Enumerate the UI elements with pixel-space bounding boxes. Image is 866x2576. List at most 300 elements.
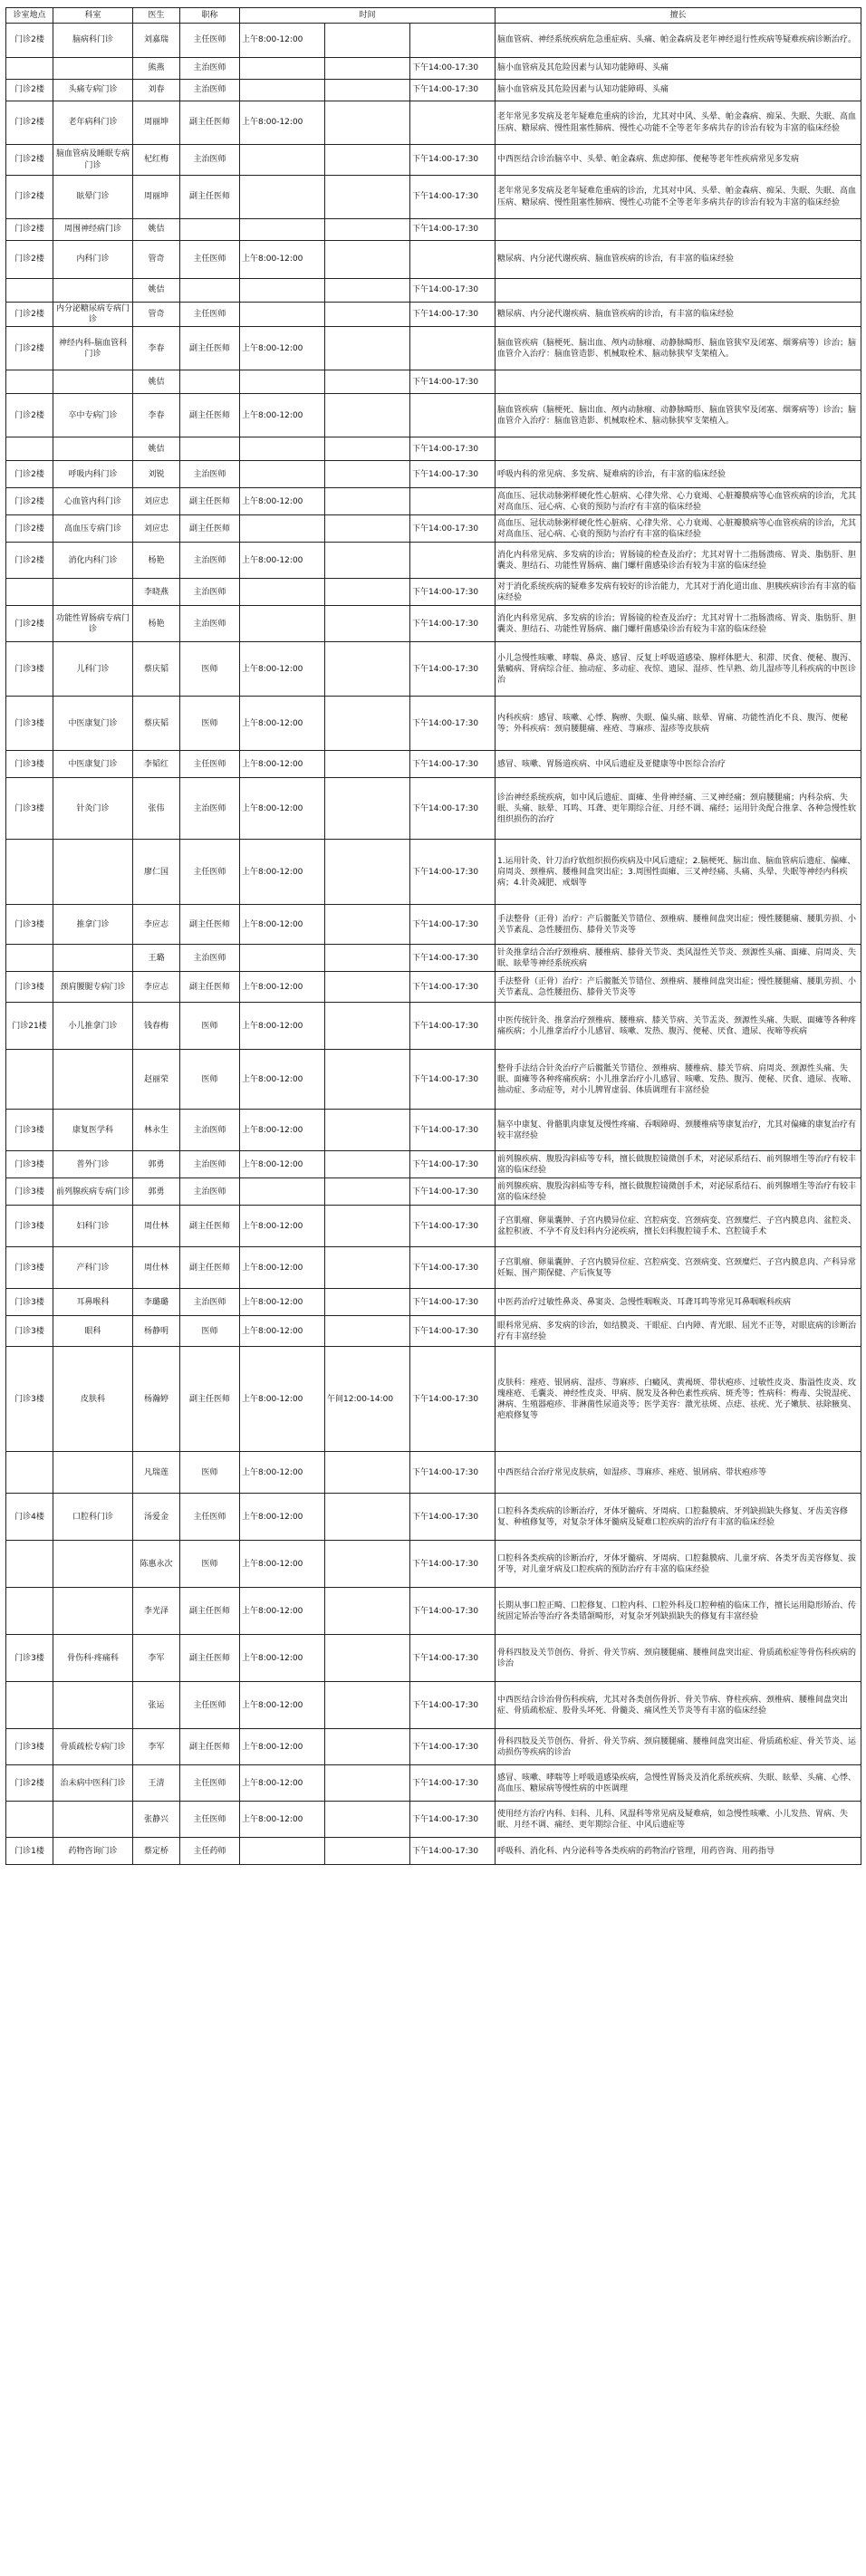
doctor-cell: 管奇 <box>133 241 180 279</box>
noon-time-cell <box>325 461 410 488</box>
doctor-cell: 刘嘉瑞 <box>133 24 180 58</box>
morning-time-cell: 上午8:00-12:00 <box>240 840 325 905</box>
header-time: 时间 <box>240 8 496 24</box>
noon-time-cell <box>325 1050 410 1110</box>
table-row <box>6 642 861 697</box>
specialty-cell: 皮肤科：痤疮、银屑病、湿疹、荨麻疹、白癜风、黄褐斑、带状疱疹、过敏性皮炎、脂溢性皮炎、玫瑰痤疮、毛囊炎、神经性皮炎、甲病、脱发及各种色素性疾病、斑秃等；性病科：梅毒、尖锐湿疣、淋病、生殖器疱疹、非淋菌性尿道炎等；医学美容：激光祛斑、点痣、祛疣、光子嫩肤、祛除腋臭、疤痕修复等 <box>496 1347 861 1452</box>
morning-time-cell: 上午8:00-12:00 <box>240 1729 325 1765</box>
noon-time-cell <box>325 1110 410 1151</box>
morning-time-cell: 上午8:00-12:00 <box>240 1765 325 1802</box>
afternoon-time-cell: 下午14:00-17:30 <box>410 905 496 945</box>
afternoon-time-cell: 下午14:00-17:30 <box>410 606 496 642</box>
title-cell: 主任医师 <box>180 751 240 778</box>
noon-time-cell <box>325 303 410 327</box>
noon-time-cell <box>325 642 410 697</box>
table-row <box>6 303 861 327</box>
table-row <box>6 176 861 219</box>
morning-time-cell: 上午8:00-12:00 <box>240 1247 325 1289</box>
afternoon-time-cell: 下午14:00-17:30 <box>410 303 496 327</box>
specialty-cell: 脑血管病、神经系统疾病危急重症病、头痛、帕金森病及老年神经退行性疾病等疑难疾病诊断治疗。 <box>496 24 861 58</box>
title-cell: 主任医师 <box>180 303 240 327</box>
afternoon-time-cell: 下午14:00-17:30 <box>410 1347 496 1452</box>
noon-time-cell <box>325 778 410 840</box>
department-cell: 康复医学科 <box>53 1110 133 1151</box>
noon-time-cell <box>325 1151 410 1178</box>
morning-time-cell: 上午8:00-12:00 <box>240 642 325 697</box>
location-cell <box>6 1802 53 1838</box>
department-cell: 眼科 <box>53 1316 133 1347</box>
specialty-cell: 消化内科常见病、多发病的诊治；胃肠镜的检查及治疗；尤其对胃十二指肠溃疡、胃炎、脂肪肝、胆囊炎、胆结石、功能性胃肠病、幽门螺杆菌感染诊治有较为丰富的临床经验 <box>496 543 861 579</box>
doctor-cell: 李璐璐 <box>133 1289 180 1316</box>
specialty-cell: 内科疾病：感冒、咳嗽、心悸、胸痹、失眠、偏头痛、眩晕、胃痛、功能性消化不良、腹泻、便秘等；外科疾病：颈肩腰腿痛、痤疮、荨麻疹、湿疹等皮肤病 <box>496 697 861 751</box>
schedule-body <box>6 24 861 1865</box>
noon-time-cell <box>325 1178 410 1206</box>
title-cell: 副主任医师 <box>180 101 240 145</box>
morning-time-cell: 上午8:00-12:00 <box>240 1588 325 1635</box>
location-cell: 门诊2楼 <box>6 543 53 579</box>
location-cell: 门诊3楼 <box>6 1247 53 1289</box>
afternoon-time-cell <box>410 543 496 579</box>
doctor-cell: 张运 <box>133 1682 180 1729</box>
morning-time-cell: 上午8:00-12:00 <box>240 751 325 778</box>
department-cell: 神经内科-脑血管科门诊 <box>53 327 133 370</box>
department-cell: 口腔科门诊 <box>53 1494 133 1541</box>
header-title: 职称 <box>180 8 240 24</box>
title-cell: 副主任医师 <box>180 1206 240 1247</box>
noon-time-cell <box>325 80 410 101</box>
department-cell: 心血管内科门诊 <box>53 488 133 515</box>
specialty-cell: 脑小血管病及其危险因素与认知功能障碍、头痛 <box>496 80 861 101</box>
specialty-cell: 使用经方治疗内科、妇科、儿科、风湿科等常见病及疑难病，如急慢性咳嗽、小儿发热、胃病、失眠、月经不调、痛经、更年期综合征、中风后遗症等 <box>496 1802 861 1838</box>
title-cell: 副主任医师 <box>180 972 240 1003</box>
specialty-cell: 对于消化系统疾病的疑难多发病有较好的诊治能力，尤其对于消化道出血、胆胰疾病诊治有丰富的临床经验 <box>496 579 861 606</box>
table-row <box>6 1110 861 1151</box>
specialty-cell: 手法整骨（正骨）治疗：产后髋骶关节错位、颈椎病、腰椎间盘突出症；慢性腰腿痛、腰肌劳损、小关节紊乱、急性腰扭伤、膝骨关节炎等 <box>496 972 861 1003</box>
noon-time-cell <box>325 1452 410 1494</box>
morning-time-cell: 上午8:00-12:00 <box>240 1003 325 1050</box>
location-cell <box>6 370 53 394</box>
doctor-cell: 王璐 <box>133 945 180 972</box>
table-row <box>6 905 861 945</box>
table-row <box>6 1765 861 1802</box>
doctor-cell: 姚佶 <box>133 437 180 461</box>
department-cell <box>53 945 133 972</box>
title-cell: 主治医师 <box>180 778 240 840</box>
afternoon-time-cell: 下午14:00-17:30 <box>410 58 496 80</box>
afternoon-time-cell: 下午14:00-17:30 <box>410 1178 496 1206</box>
doctor-cell: 林永生 <box>133 1110 180 1151</box>
afternoon-time-cell: 下午14:00-17:30 <box>410 1452 496 1494</box>
table-row <box>6 1452 861 1494</box>
morning-time-cell: 上午8:00-12:00 <box>240 905 325 945</box>
department-cell: 耳鼻喉科 <box>53 1289 133 1316</box>
specialty-cell: 脑血管疾病（脑梗死、脑出血、颅内动脉瘤、动静脉畸形、脑血管狭窄及闭塞、烟雾病等）诊治；脑血管介入治疗：脑血管造影、机械取栓术、脑动脉狭窄支架植入。 <box>496 327 861 370</box>
location-cell: 门诊3楼 <box>6 1110 53 1151</box>
department-cell <box>53 1541 133 1588</box>
department-cell: 小儿推拿门诊 <box>53 1003 133 1050</box>
morning-time-cell <box>240 219 325 241</box>
specialty-cell <box>496 370 861 394</box>
location-cell: 门诊2楼 <box>6 1765 53 1802</box>
doctor-cell: 张伟 <box>133 778 180 840</box>
title-cell: 副主任医师 <box>180 327 240 370</box>
noon-time-cell <box>325 145 410 176</box>
table-row <box>6 24 861 58</box>
location-cell: 门诊2楼 <box>6 101 53 145</box>
location-cell <box>6 279 53 303</box>
afternoon-time-cell: 下午14:00-17:30 <box>410 778 496 840</box>
afternoon-time-cell: 下午14:00-17:30 <box>410 1494 496 1541</box>
noon-time-cell <box>325 1765 410 1802</box>
noon-time-cell <box>325 279 410 303</box>
table-row <box>6 1050 861 1110</box>
table-row <box>6 219 861 241</box>
afternoon-time-cell <box>410 24 496 58</box>
table-row <box>6 145 861 176</box>
department-cell <box>53 579 133 606</box>
header-doctor: 医生 <box>133 8 180 24</box>
location-cell: 门诊2楼 <box>6 606 53 642</box>
doctor-cell: 杨艳 <box>133 543 180 579</box>
morning-time-cell: 上午8:00-12:00 <box>240 1635 325 1682</box>
header-location: 诊室地点 <box>6 8 53 24</box>
title-cell: 医师 <box>180 1050 240 1110</box>
doctor-cell: 郭勇 <box>133 1151 180 1178</box>
morning-time-cell <box>240 606 325 642</box>
noon-time-cell <box>325 24 410 58</box>
doctor-cell: 姚佶 <box>133 279 180 303</box>
table-row <box>6 972 861 1003</box>
department-cell: 推拿门诊 <box>53 905 133 945</box>
morning-time-cell <box>240 176 325 219</box>
location-cell <box>6 1050 53 1110</box>
afternoon-time-cell: 下午14:00-17:30 <box>410 1541 496 1588</box>
location-cell: 门诊2楼 <box>6 241 53 279</box>
afternoon-time-cell: 下午14:00-17:30 <box>410 1635 496 1682</box>
noon-time-cell <box>325 1247 410 1289</box>
noon-time-cell <box>325 1682 410 1729</box>
morning-time-cell <box>240 945 325 972</box>
doctor-cell: 李韬红 <box>133 751 180 778</box>
noon-time-cell <box>325 241 410 279</box>
doctor-cell: 陈惠永次 <box>133 1541 180 1588</box>
noon-time-cell <box>325 437 410 461</box>
location-cell <box>6 1541 53 1588</box>
clinic-schedule-table <box>5 7 861 1865</box>
location-cell: 门诊3楼 <box>6 751 53 778</box>
morning-time-cell: 上午8:00-12:00 <box>240 488 325 515</box>
location-cell: 门诊3楼 <box>6 1635 53 1682</box>
afternoon-time-cell: 下午14:00-17:30 <box>410 279 496 303</box>
specialty-cell: 子宫肌瘤、卵巢囊肿、子宫内膜异位症、宫腔病变、宫颈病变、宫颈糜烂、子宫内膜息肉、产科异常妊娠、围产期保健、产后恢复等 <box>496 1247 861 1289</box>
title-cell: 主治医师 <box>180 80 240 101</box>
specialty-cell <box>496 279 861 303</box>
title-cell: 医师 <box>180 642 240 697</box>
specialty-cell: 消化内科常见病、多发病的诊治；胃肠镜的检查及治疗；尤其对胃十二指肠溃疡、胃炎、脂肪肝、胆囊炎、胆结石、功能性胃肠病、幽门螺杆菌感染诊治有较为丰富的临床经验 <box>496 606 861 642</box>
afternoon-time-cell <box>410 394 496 437</box>
title-cell <box>180 370 240 394</box>
doctor-cell: 蔡庆韬 <box>133 697 180 751</box>
specialty-cell: 糖尿病、内分泌代谢疾病、脑血管疾病的诊治，有丰富的临床经验 <box>496 241 861 279</box>
doctor-cell: 姚佶 <box>133 370 180 394</box>
afternoon-time-cell: 下午14:00-17:30 <box>410 1729 496 1765</box>
noon-time-cell <box>325 905 410 945</box>
title-cell: 主任医师 <box>180 1682 240 1729</box>
afternoon-time-cell: 下午14:00-17:30 <box>410 1588 496 1635</box>
table-row <box>6 1635 861 1682</box>
location-cell <box>6 1588 53 1635</box>
department-cell: 治未病中医科门诊 <box>53 1765 133 1802</box>
noon-time-cell <box>325 945 410 972</box>
location-cell <box>6 58 53 80</box>
department-cell: 药物咨询门诊 <box>53 1838 133 1865</box>
afternoon-time-cell: 下午14:00-17:30 <box>410 1289 496 1316</box>
afternoon-time-cell: 下午14:00-17:30 <box>410 176 496 219</box>
header-department: 科室 <box>53 8 133 24</box>
morning-time-cell: 上午8:00-12:00 <box>240 327 325 370</box>
location-cell: 门诊2楼 <box>6 303 53 327</box>
table-row <box>6 1347 861 1452</box>
morning-time-cell: 上午8:00-12:00 <box>240 1452 325 1494</box>
specialty-cell: 中西医结合诊治骨伤科疾病，尤其对各类创伤骨折、骨关节病、脊柱疾病、颈椎病、腰椎间盘突出症、骨质疏松症、股骨头坏死、骨髓炎、痛风性关节炎等有丰富的临床经验 <box>496 1682 861 1729</box>
doctor-cell: 汤爱金 <box>133 1494 180 1541</box>
specialty-cell: 老年常见多发病及老年疑难危重病的诊治，尤其对中风、头晕、帕金森病、痴呆、失眠、失眠、高血压病、糖尿病、慢性阻塞性肺病、慢性心功能不全等老年多病共存的诊治有较为丰富的临床经验 <box>496 101 861 145</box>
morning-time-cell: 上午8:00-12:00 <box>240 697 325 751</box>
doctor-cell: 周仕林 <box>133 1206 180 1247</box>
noon-time-cell <box>325 327 410 370</box>
specialty-cell: 诊治神经系统疾病，如中风后遗症、面瘫、坐骨神经痛、三叉神经痛；颈肩腰腿痛；内科杂病、失眠、头痛、眩晕、耳鸣、耳聋、更年期综合征、月经不调、痛经；运用针灸配合推拿、各种急慢性软组织损伤的治疗 <box>496 778 861 840</box>
table-row <box>6 394 861 437</box>
afternoon-time-cell: 下午14:00-17:30 <box>410 1206 496 1247</box>
noon-time-cell <box>325 697 410 751</box>
department-cell: 头痛专病门诊 <box>53 80 133 101</box>
noon-time-cell <box>325 1838 410 1865</box>
title-cell: 主治医师 <box>180 579 240 606</box>
afternoon-time-cell: 下午14:00-17:30 <box>410 1838 496 1865</box>
location-cell: 门诊2楼 <box>6 176 53 219</box>
noon-time-cell <box>325 515 410 543</box>
afternoon-time-cell: 下午14:00-17:30 <box>410 219 496 241</box>
table-row <box>6 945 861 972</box>
doctor-cell: 李春 <box>133 394 180 437</box>
specialty-cell: 前列腺疾病、腹股沟斜疝等专科，擅长做腹腔镜微创手术，对泌尿系结石、前列腺增生等治疗有较丰富的临床经验 <box>496 1151 861 1178</box>
morning-time-cell: 上午8:00-12:00 <box>240 24 325 58</box>
table-row <box>6 543 861 579</box>
table-row <box>6 1003 861 1050</box>
morning-time-cell: 上午8:00-12:00 <box>240 1541 325 1588</box>
table-row <box>6 840 861 905</box>
location-cell: 门诊1楼 <box>6 1838 53 1865</box>
afternoon-time-cell: 下午14:00-17:30 <box>410 515 496 543</box>
department-cell: 儿科门诊 <box>53 642 133 697</box>
morning-time-cell: 上午8:00-12:00 <box>240 1110 325 1151</box>
doctor-cell: 刘锐 <box>133 461 180 488</box>
table-row <box>6 697 861 751</box>
afternoon-time-cell: 下午14:00-17:30 <box>410 1110 496 1151</box>
title-cell: 主治医师 <box>180 145 240 176</box>
doctor-cell: 周丽坤 <box>133 101 180 145</box>
doctor-cell: 刘春 <box>133 80 180 101</box>
table-row <box>6 370 861 394</box>
department-cell <box>53 1802 133 1838</box>
morning-time-cell: 上午8:00-12:00 <box>240 1050 325 1110</box>
doctor-cell: 李春 <box>133 327 180 370</box>
table-row <box>6 461 861 488</box>
morning-time-cell <box>240 1838 325 1865</box>
location-cell: 门诊3楼 <box>6 1206 53 1247</box>
location-cell <box>6 840 53 905</box>
morning-time-cell: 上午8:00-12:00 <box>240 543 325 579</box>
location-cell <box>6 1452 53 1494</box>
doctor-cell: 管奇 <box>133 303 180 327</box>
table-row <box>6 327 861 370</box>
title-cell <box>180 279 240 303</box>
noon-time-cell <box>325 606 410 642</box>
department-cell: 脑血管病及睡眠专病门诊 <box>53 145 133 176</box>
noon-time-cell <box>325 1588 410 1635</box>
department-cell: 普外门诊 <box>53 1151 133 1178</box>
location-cell: 门诊2楼 <box>6 327 53 370</box>
afternoon-time-cell <box>410 488 496 515</box>
doctor-cell: 蔡庆韬 <box>133 642 180 697</box>
afternoon-time-cell: 下午14:00-17:30 <box>410 751 496 778</box>
department-cell: 妇科门诊 <box>53 1206 133 1247</box>
morning-time-cell <box>240 80 325 101</box>
specialty-cell: 手法整骨（正骨）治疗：产后髋骶关节错位、颈椎病、腰椎间盘突出症；慢性腰腿痛、腰肌劳损、小关节紊乱、急性腰扭伤、膝骨关节炎等 <box>496 905 861 945</box>
afternoon-time-cell: 下午14:00-17:30 <box>410 697 496 751</box>
doctor-cell: 姚佶 <box>133 219 180 241</box>
morning-time-cell: 上午8:00-12:00 <box>240 1316 325 1347</box>
specialty-cell: 小儿急慢性咳嗽、哮喘、鼻炎、感冒、反复上呼吸道感染、腺样体肥大、积滞、厌食、便秘、腹泻、紫癜病、肾病综合征、抽动症、多动症、夜惊、遗尿、湿疹、性早熟、幼儿湿疹等儿科疾病的中医诊治 <box>496 642 861 697</box>
specialty-cell: 中西医结合诊治脑卒中、头晕、帕金森病、焦虑抑郁、便秘等老年性疾病常见多发病 <box>496 145 861 176</box>
morning-time-cell: 上午8:00-12:00 <box>240 1289 325 1316</box>
specialty-cell: 骨科四肢及关节创伤、骨折、骨关节病、颈肩腰腿痛、腰椎间盘突出症、骨质疏松症、骨关节炎、运动损伤等疾病的诊治 <box>496 1729 861 1765</box>
specialty-cell: 长期从事口腔正畸、口腔修复、口腔内科、口腔外科及口腔种植的临床工作，擅长运用隐形矫治、传统固定矫治等治疗各类错颌畸形，对复杂牙列缺损缺失的修复有丰富经验 <box>496 1588 861 1635</box>
doctor-cell: 钱春梅 <box>133 1003 180 1050</box>
title-cell: 副主任医师 <box>180 905 240 945</box>
specialty-cell: 呼吸内科的常见病、多发病、疑难病的诊治，有丰富的临床经验 <box>496 461 861 488</box>
noon-time-cell <box>325 1003 410 1050</box>
specialty-cell: 脑卒中康复、骨骼肌肉康复及慢性疼痛、吞咽障碍、颈腰椎病等康复治疗，尤其对偏瘫的康复治疗有较丰富经验 <box>496 1110 861 1151</box>
noon-time-cell <box>325 543 410 579</box>
specialty-cell: 前列腺疾病、腹股沟斜疝等专科，擅长做腹腔镜微创手术，对泌尿系结石、前列腺增生等治疗有较丰富的临床经验 <box>496 1178 861 1206</box>
doctor-cell: 李晓燕 <box>133 579 180 606</box>
specialty-cell: 糖尿病、内分泌代谢疾病、脑血管疾病的诊治，有丰富的临床经验 <box>496 303 861 327</box>
table-row <box>6 1838 861 1865</box>
title-cell: 医师 <box>180 697 240 751</box>
department-cell <box>53 1452 133 1494</box>
specialty-cell: 高血压、冠状动脉粥样硬化性心脏病、心律失常、心力衰竭、心脏瓣膜病等心血管疾病的诊治，尤其对高血压、冠心病、心衰的预防与治疗有丰富的临床经验 <box>496 515 861 543</box>
afternoon-time-cell: 下午14:00-17:30 <box>410 461 496 488</box>
doctor-cell: 张静兴 <box>133 1802 180 1838</box>
doctor-cell: 王清 <box>133 1765 180 1802</box>
specialty-cell: 口腔科各类疾病的诊断治疗，牙体牙髓病、牙周病、口腔黏膜病、牙列缺损缺失修复、牙齿美容修复、种植修复等，对复杂牙体牙髓病及疑难口腔疾病的治疗有丰富的临床经验 <box>496 1494 861 1541</box>
doctor-cell: 李应志 <box>133 972 180 1003</box>
location-cell: 门诊3楼 <box>6 1729 53 1765</box>
location-cell: 门诊3楼 <box>6 778 53 840</box>
title-cell: 主治医师 <box>180 606 240 642</box>
doctor-cell: 杨静明 <box>133 1316 180 1347</box>
title-cell: 主任医师 <box>180 840 240 905</box>
noon-time-cell <box>325 488 410 515</box>
noon-time-cell <box>325 972 410 1003</box>
doctor-cell: 杨瀚婷 <box>133 1347 180 1452</box>
doctor-cell: 刘应忠 <box>133 488 180 515</box>
department-cell: 呼吸内科门诊 <box>53 461 133 488</box>
doctor-cell: 李应志 <box>133 905 180 945</box>
afternoon-time-cell <box>410 327 496 370</box>
title-cell: 主治医师 <box>180 543 240 579</box>
table-header-row <box>6 8 861 24</box>
location-cell: 门诊3楼 <box>6 1347 53 1452</box>
location-cell <box>6 437 53 461</box>
location-cell: 门诊2楼 <box>6 145 53 176</box>
specialty-cell: 感冒、咳嗽、胃肠道疾病、中风后遗症及亚健康等中医综合治疗 <box>496 751 861 778</box>
title-cell: 副主任医师 <box>180 394 240 437</box>
afternoon-time-cell: 下午14:00-17:30 <box>410 642 496 697</box>
location-cell: 门诊3楼 <box>6 697 53 751</box>
specialty-cell: 中医传统针灸、推拿治疗颈椎病、腰椎病、膝关节病、关节盂炎、颈源性头痛、失眠、面瘫等各种疼痛疾病；小儿推拿治疗小儿感冒、咳嗽、发热、腹泻、便秘、厌食、遗尿、夜啼等疾病 <box>496 1003 861 1050</box>
table-row <box>6 1316 861 1347</box>
doctor-cell: 李军 <box>133 1729 180 1765</box>
afternoon-time-cell: 下午14:00-17:30 <box>410 1003 496 1050</box>
title-cell: 副主任医师 <box>180 515 240 543</box>
title-cell: 副主任医师 <box>180 488 240 515</box>
morning-time-cell: 上午8:00-12:00 <box>240 1802 325 1838</box>
department-cell <box>53 1050 133 1110</box>
location-cell: 门诊3楼 <box>6 1151 53 1178</box>
specialty-cell: 口腔科各类疾病的诊断治疗，牙体牙髓病、牙周病、口腔黏膜病、儿童牙病、各类牙齿美容修复、拔牙等，对儿童牙病及口腔疾病的预防治疗有丰富的临床经验 <box>496 1541 861 1588</box>
title-cell <box>180 219 240 241</box>
morning-time-cell <box>240 145 325 176</box>
department-cell <box>53 1682 133 1729</box>
noon-time-cell <box>325 1316 410 1347</box>
table-row <box>6 1178 861 1206</box>
morning-time-cell <box>240 370 325 394</box>
header-specialty: 擅长 <box>496 8 861 24</box>
location-cell: 门诊2楼 <box>6 80 53 101</box>
afternoon-time-cell: 下午14:00-17:30 <box>410 1765 496 1802</box>
specialty-cell: 呼吸科、消化科、内分泌科等各类疾病的药物治疗管理，用药咨询、用药指导 <box>496 1838 861 1865</box>
specialty-cell: 中医药治疗过敏性鼻炎、鼻窦炎、急慢性咽喉炎、耳聋耳鸣等常见耳鼻咽喉科疾病 <box>496 1289 861 1316</box>
location-cell: 门诊2楼 <box>6 394 53 437</box>
morning-time-cell <box>240 303 325 327</box>
department-cell: 老年病科门诊 <box>53 101 133 145</box>
doctor-cell: 杞红梅 <box>133 145 180 176</box>
morning-time-cell <box>240 461 325 488</box>
location-cell: 门诊3楼 <box>6 1178 53 1206</box>
doctor-cell: 蔡定桥 <box>133 1838 180 1865</box>
morning-time-cell <box>240 279 325 303</box>
department-cell: 眩晕门诊 <box>53 176 133 219</box>
specialty-cell: 中西医结合治疗常见皮肤病，如湿疹、荨麻疹、痤疮、银屑病、带状疱疹等 <box>496 1452 861 1494</box>
department-cell: 消化内科门诊 <box>53 543 133 579</box>
department-cell <box>53 58 133 80</box>
title-cell: 副主任医师 <box>180 176 240 219</box>
title-cell: 主治医师 <box>180 461 240 488</box>
afternoon-time-cell: 下午14:00-17:30 <box>410 80 496 101</box>
morning-time-cell: 上午8:00-12:00 <box>240 1347 325 1452</box>
afternoon-time-cell: 下午14:00-17:30 <box>410 1151 496 1178</box>
location-cell: 门诊3楼 <box>6 1316 53 1347</box>
specialty-cell: 高血压、冠状动脉粥样硬化性心脏病、心律失常、心力衰竭、心脏瓣膜病等心血管疾病的诊治，尤其对高血压、冠心病、心衰的预防与治疗有丰富的临床经验 <box>496 488 861 515</box>
specialty-cell: 眼科常见病、多发病的诊治，如结膜炎、干眼症、白内障、青光眼、屈光不正等，对眼底病的诊断治疗有丰富经验 <box>496 1316 861 1347</box>
doctor-cell: 凡瑞莲 <box>133 1452 180 1494</box>
department-cell: 针灸门诊 <box>53 778 133 840</box>
afternoon-time-cell <box>410 101 496 145</box>
afternoon-time-cell: 下午14:00-17:30 <box>410 840 496 905</box>
table-row <box>6 241 861 279</box>
